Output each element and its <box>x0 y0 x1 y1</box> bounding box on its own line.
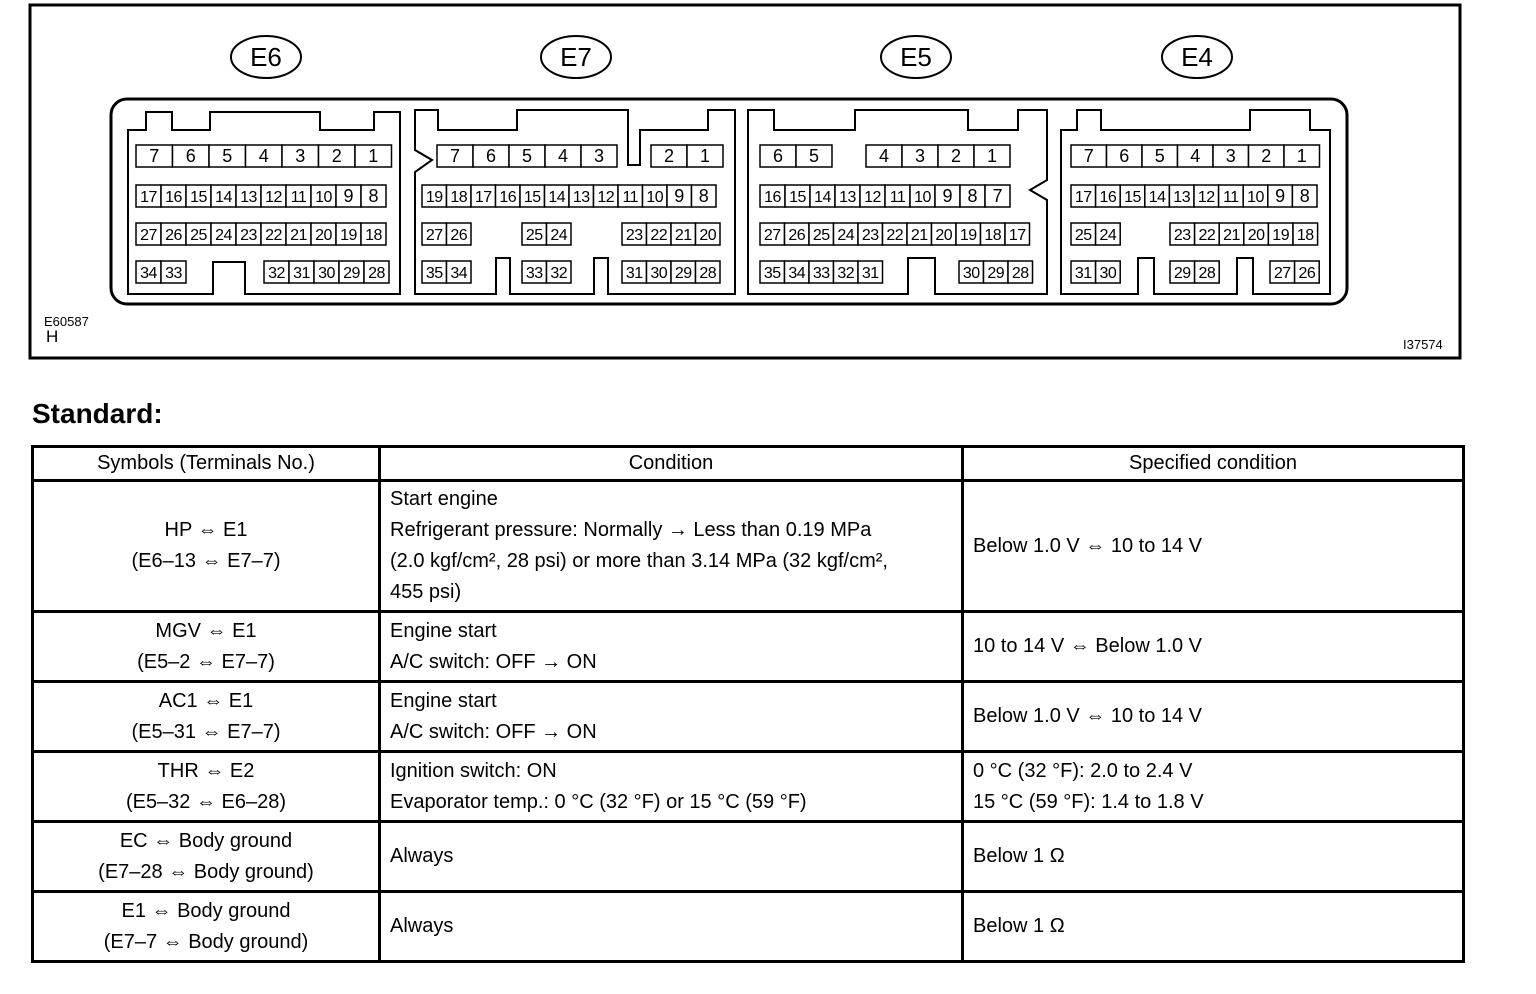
table-row <box>33 612 1464 682</box>
condition-line: Ignition switch: ON <box>390 759 557 782</box>
pin-number: 8 <box>967 186 978 206</box>
cell-symbol <box>33 752 380 822</box>
cell-condition <box>380 612 963 682</box>
symbol-text: MGV ⇔ E1 <box>155 619 257 642</box>
pin-number: 26 <box>1298 265 1316 282</box>
pin-number: 5 <box>1154 146 1165 166</box>
pin-number: 33 <box>525 265 543 282</box>
pin-number: 32 <box>268 265 285 282</box>
pin-number: 15 <box>523 189 541 206</box>
pin-number: 6 <box>772 146 784 166</box>
pin-number: 6 <box>185 146 196 166</box>
pin-number: 4 <box>878 146 890 166</box>
pin-number: 11 <box>290 189 307 206</box>
pin-number: 31 <box>1074 265 1092 282</box>
pin-number: 8 <box>698 186 709 206</box>
symbol-text: EC ⇔ Body ground <box>119 829 293 852</box>
pin-number: 22 <box>650 227 668 244</box>
pin-number: 10 <box>315 189 332 206</box>
pin-number: 16 <box>165 189 182 206</box>
spec-line: Below 1 Ω <box>973 845 1065 867</box>
spec-line: Below 1.0 V ⇔ 10 to 14 V <box>973 534 1203 557</box>
pin-number: 20 <box>1247 227 1265 244</box>
pin-number: 29 <box>987 265 1005 282</box>
pin-number: 12 <box>864 189 881 206</box>
pin-number: 30 <box>318 265 335 282</box>
pin-number: 24 <box>215 227 232 244</box>
pin-number: 7 <box>1083 146 1094 166</box>
connector-label: E5 <box>900 42 932 72</box>
condition-line: Start engine <box>390 488 498 510</box>
cell-symbol <box>33 822 380 892</box>
pin-number: 15 <box>190 189 207 206</box>
header-condition: Condition <box>380 447 963 481</box>
pin-number: 26 <box>450 227 468 244</box>
pin-number: 12 <box>1197 189 1215 206</box>
pin-number: 11 <box>622 189 639 206</box>
cell-condition <box>380 752 963 822</box>
condition-line: (2.0 kgf/cm², 28 psi) or more than 3.14 MPa (32 kgf/cm², <box>390 550 888 572</box>
pin-number: 2 <box>950 146 962 166</box>
pin-number: 1 <box>368 146 379 166</box>
pin-number: 13 <box>240 189 257 206</box>
spec-line: Below 1.0 V ⇔ 10 to 14 V <box>973 705 1203 727</box>
pin-number: 2 <box>331 146 342 166</box>
cell-specified-condition <box>963 682 1464 752</box>
pin-number: 23 <box>625 227 643 244</box>
pin-number: 13 <box>1173 189 1191 206</box>
pin-number: 30 <box>650 265 668 282</box>
pin-number: 12 <box>597 189 615 206</box>
terminals-text: (E7–28 ⇔ Body ground) <box>98 860 314 883</box>
pin-number: 16 <box>764 189 781 206</box>
pin-number: 17 <box>140 189 157 206</box>
pin-number: 18 <box>450 189 468 206</box>
pin-number: 23 <box>1173 227 1191 244</box>
terminals-text: (E6–13 ⇔ E7–7) <box>131 550 281 572</box>
pin-number: 8 <box>1299 186 1310 206</box>
condition-line: A/C switch: OFF → ON <box>390 650 597 673</box>
condition-line: Always <box>390 845 454 867</box>
pin-number: 16 <box>1099 189 1117 206</box>
pin-number: 28 <box>1198 265 1216 282</box>
pin-number: 35 <box>763 265 781 282</box>
pin-number: 21 <box>290 227 307 244</box>
pin-number: 13 <box>839 189 856 206</box>
pin-number: 2 <box>1261 146 1272 166</box>
pin-number: 15 <box>1124 189 1141 206</box>
code-left-2: H <box>46 327 59 346</box>
code-left-1: E60587 <box>44 314 89 329</box>
pin-number: 29 <box>343 265 360 282</box>
pin-number: 26 <box>788 227 806 244</box>
pin-number: 25 <box>190 227 207 244</box>
pin-number: 5 <box>521 146 533 166</box>
pin-number: 13 <box>572 189 590 206</box>
pin-number: 9 <box>942 186 953 206</box>
condition-line: Evaporator temp.: 0 °C (32 °F) or 15 °C (59 °F) <box>390 790 807 813</box>
code-right: I37574 <box>1403 337 1443 352</box>
pin-number: 11 <box>889 189 906 206</box>
cell-specified-condition <box>963 822 1464 892</box>
terminals-text: (E5–31 ⇔ E7–7) <box>131 720 281 743</box>
pin-number: 22 <box>886 227 904 244</box>
pin-number: 34 <box>450 265 468 282</box>
spec-line: 10 to 14 V ⇔ Below 1.0 V <box>973 635 1203 657</box>
pin-number: 4 <box>1190 146 1201 166</box>
pin-number: 6 <box>485 146 497 166</box>
pin-number: 22 <box>265 227 282 244</box>
pin-number: 32 <box>550 265 568 282</box>
condition-line: 455 psi) <box>390 581 462 603</box>
pin-number: 27 <box>140 227 157 244</box>
pin-number: 21 <box>674 227 692 244</box>
pin-number: 21 <box>1223 227 1240 244</box>
pin-number: 23 <box>240 227 257 244</box>
pin-number: 19 <box>1272 227 1290 244</box>
pin-number: 17 <box>474 189 492 206</box>
connector-label: E4 <box>1181 42 1213 72</box>
pin-number: 28 <box>699 265 717 282</box>
connector-label: E6 <box>250 42 282 72</box>
pin-number: 7 <box>449 146 461 166</box>
symbol-text: AC1 ⇔ E1 <box>158 689 254 712</box>
pin-number: 15 <box>789 189 806 206</box>
pin-number: 28 <box>1011 265 1029 282</box>
cell-condition <box>380 892 963 962</box>
connector-label: E7 <box>560 42 592 72</box>
pin-number: 16 <box>499 189 517 206</box>
pin-number: 14 <box>1148 189 1166 206</box>
pin-number: 14 <box>548 189 566 206</box>
table-row <box>33 682 1464 752</box>
pin-number: 10 <box>646 189 664 206</box>
cell-condition <box>380 481 963 612</box>
pin-number: 10 <box>914 189 931 206</box>
pin-number: 8 <box>368 186 379 206</box>
pin-number: 20 <box>935 227 953 244</box>
pin-number: 18 <box>984 227 1002 244</box>
header-specified-condition: Specified condition <box>963 447 1464 481</box>
pin-number: 29 <box>674 265 692 282</box>
pin-number: 28 <box>368 265 385 282</box>
cell-specified-condition <box>963 481 1464 612</box>
terminals-text: (E5–32 ⇔ E6–28) <box>125 790 287 813</box>
pin-number: 4 <box>258 146 269 166</box>
pin-number: 32 <box>837 265 855 282</box>
pin-number: 9 <box>674 186 685 206</box>
pin-number: 33 <box>165 265 182 282</box>
connector-diagram <box>0 0 1536 370</box>
pin-number: 14 <box>814 189 831 206</box>
cell-symbol <box>33 481 380 612</box>
header-symbols: Symbols (Terminals No.) <box>33 447 380 481</box>
pin-number: 12 <box>265 189 282 206</box>
pin-number: 30 <box>962 265 980 282</box>
pin-number: 25 <box>812 227 830 244</box>
condition-line: Always <box>390 915 454 937</box>
pin-number: 31 <box>861 265 879 282</box>
pin-number: 18 <box>1296 227 1314 244</box>
cell-symbol <box>33 682 380 752</box>
pin-number: 24 <box>550 227 568 244</box>
terminals-text: (E7–7 ⇔ Body ground) <box>103 930 309 953</box>
table-row <box>33 752 1464 822</box>
pin-number: 27 <box>763 227 781 244</box>
pin-number: 35 <box>425 265 443 282</box>
pin-number: 19 <box>340 227 357 244</box>
pin-number: 33 <box>812 265 830 282</box>
standard-heading: Standard: <box>32 398 163 429</box>
pin-number: 3 <box>914 146 926 166</box>
pin-number: 22 <box>1198 227 1216 244</box>
pin-number: 27 <box>1273 265 1291 282</box>
pin-number: 3 <box>593 146 605 166</box>
pin-number: 20 <box>315 227 332 244</box>
spec-line: 0 °C (32 °F): 2.0 to 2.4 V <box>973 759 1193 782</box>
terminals-text: (E5–2 ⇔ E7–7) <box>137 650 275 673</box>
symbol-text: E1 ⇔ Body ground <box>121 899 291 922</box>
table-row <box>33 822 1464 892</box>
pin-number: 31 <box>293 265 310 282</box>
pin-number: 30 <box>1099 265 1117 282</box>
pin-number: 34 <box>140 265 157 282</box>
pin-number: 24 <box>837 227 855 244</box>
pin-number: 2 <box>663 146 675 166</box>
pin-number: 7 <box>149 146 160 166</box>
pin-number: 18 <box>365 227 382 244</box>
pin-number: 9 <box>343 186 354 206</box>
pin-number: 19 <box>425 189 443 206</box>
condition-line: Engine start <box>390 619 497 642</box>
pin-number: 7 <box>992 186 1003 206</box>
condition-line: Refrigerant pressure: Normally → Less than 0.19 MPa <box>390 519 872 541</box>
cell-specified-condition <box>963 612 1464 682</box>
pin-number: 17 <box>1074 189 1092 206</box>
condition-line: A/C switch: OFF → ON <box>390 720 597 743</box>
table-row <box>33 892 1464 962</box>
condition-line: Engine start <box>390 689 497 712</box>
pin-number: 34 <box>788 265 806 282</box>
pin-number: 31 <box>625 265 643 282</box>
pin-number: 21 <box>910 227 928 244</box>
pin-number: 4 <box>557 146 569 166</box>
pin-number: 24 <box>1099 227 1117 244</box>
pin-number: 20 <box>699 227 717 244</box>
pin-number: 29 <box>1173 265 1191 282</box>
pin-number: 26 <box>165 227 182 244</box>
standard-table <box>31 445 1465 963</box>
cell-specified-condition <box>963 752 1464 822</box>
pin-number: 9 <box>1275 186 1286 206</box>
pin-number: 10 <box>1247 189 1264 206</box>
pin-number: 6 <box>1119 146 1130 166</box>
cell-condition <box>380 682 963 752</box>
pin-number: 5 <box>222 146 233 166</box>
pin-number: 19 <box>959 227 977 244</box>
table-row <box>33 481 1464 612</box>
pin-number: 17 <box>1008 227 1026 244</box>
symbol-text: HP ⇔ E1 <box>164 519 248 541</box>
pin-number: 1 <box>986 146 998 166</box>
spec-line: 15 °C (59 °F): 1.4 to 1.8 V <box>973 790 1204 813</box>
pin-number: 27 <box>425 227 443 244</box>
cell-condition <box>380 822 963 892</box>
pin-number: 11 <box>1223 189 1239 206</box>
cell-symbol <box>33 612 380 682</box>
pin-number: 1 <box>699 146 711 166</box>
pin-number: 14 <box>215 189 232 206</box>
cell-symbol <box>33 892 380 962</box>
pin-number: 3 <box>295 146 306 166</box>
table-header-row <box>33 447 1464 481</box>
pin-number: 5 <box>808 146 820 166</box>
symbol-text: THR ⇔ E2 <box>157 759 255 782</box>
pin-number: 25 <box>525 227 543 244</box>
pin-number: 3 <box>1225 146 1236 166</box>
pin-number: 25 <box>1074 227 1092 244</box>
cell-specified-condition <box>963 892 1464 962</box>
pin-number: 1 <box>1296 146 1307 166</box>
spec-line: Below 1 Ω <box>973 915 1065 937</box>
pin-number: 23 <box>861 227 879 244</box>
